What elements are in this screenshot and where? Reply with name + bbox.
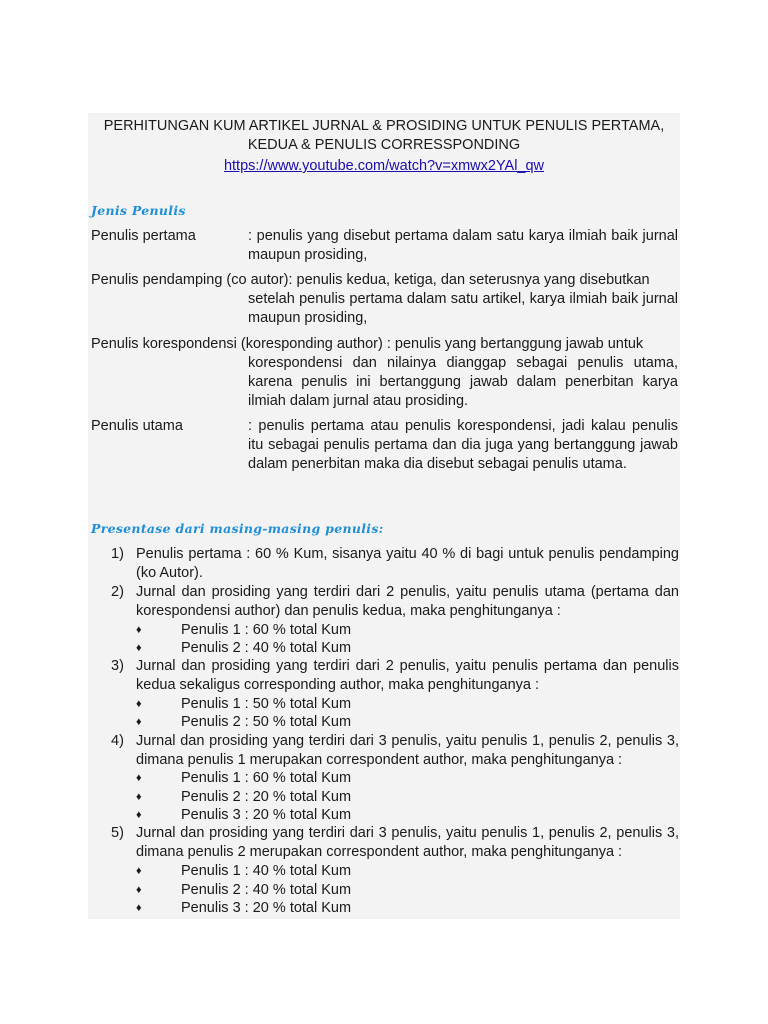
list-item <box>91 657 679 695</box>
list-item <box>91 824 679 862</box>
definition-term: Penulis utama <box>91 418 183 434</box>
definition-penulis-korespondensi <box>91 335 678 411</box>
sub-item-text: Penulis 1 : 40 % total Kum <box>181 863 352 879</box>
diamond-bullet-icon: ♦ <box>136 624 142 636</box>
definition-penulis-pendamping <box>91 271 678 328</box>
diamond-bullet-icon: ♦ <box>136 642 142 654</box>
sub-item <box>91 862 679 881</box>
diamond-bullet-icon: ♦ <box>136 698 142 710</box>
percentage-list <box>91 545 679 920</box>
sub-item <box>91 881 679 900</box>
diamond-bullet-icon: ♦ <box>136 902 142 914</box>
list-item <box>91 545 679 583</box>
sub-item <box>91 899 679 918</box>
diamond-bullet-icon: ♦ <box>136 884 142 896</box>
list-item-number: 4) <box>111 733 124 749</box>
list-item <box>91 732 679 770</box>
sub-item-text: Penulis 3 : 20 % total Kum <box>181 807 352 823</box>
youtube-link[interactable]: https://www.youtube.com/watch?v=xmwx2YAl_qw <box>223 158 545 174</box>
definition-description: setelah penulis pertama dalam satu artikel, karya ilmiah baik jurnal maupun prosiding, <box>248 291 678 326</box>
definition-description: korespondensi dan nilainya dianggap sebagai penulis utama, karena penulis ini bertanggung jawab dalam penerbitan karya ilmiah dalam jurnal atau prosiding. <box>248 355 678 409</box>
diamond-bullet-icon: ♦ <box>136 809 142 821</box>
sub-item-text: Penulis 1 : 60 % total Kum <box>181 622 352 638</box>
document-title-line-1: PERHITUNGAN KUM ARTIKEL JURNAL & PROSIDING UNTUK PENULIS PERTAMA, <box>103 118 665 134</box>
sub-item-text: Penulis 2 : 40 % total Kum <box>181 882 352 898</box>
section-heading-jenis-penulis: Jenis Penulis <box>91 203 186 218</box>
sub-item-text: Penulis 2 : 50 % total Kum <box>181 714 352 730</box>
diamond-bullet-icon: ♦ <box>136 772 142 784</box>
list-item-text: Jurnal dan prosiding yang terdiri dari 2 penulis, yaitu penulis pertama dan penulis kedua sekaligus corresponding author, maka penghitunganya : <box>136 658 679 693</box>
sub-item <box>91 769 679 788</box>
sub-item-text: Penulis 1 : 50 % total Kum <box>181 696 352 712</box>
definition-term: Penulis pertama <box>91 228 196 244</box>
list-item-number: 3) <box>111 658 124 674</box>
definition-penulis-pertama <box>91 227 678 265</box>
sub-item <box>91 713 679 732</box>
section-heading-presentase: Presentase dari masing-masing penulis: <box>91 521 384 536</box>
list-item-text: Jurnal dan prosiding yang terdiri dari 3 penulis, yaitu penulis 1, penulis 2, penulis 3, dimana penulis 1 merupakan correspondent author, maka penghitunganya : <box>136 733 679 768</box>
definition-description: : penulis yang disebut pertama dalam satu karya ilmiah baik jurnal maupun prosiding, <box>248 228 678 263</box>
definition-lead: Penulis pendamping (co autor): penulis kedua, ketiga, dan seterusnya yang disebutkan <box>91 272 650 288</box>
definition-lead: Penulis korespondensi (koresponding author) : penulis yang bertanggung jawab untuk <box>91 336 644 352</box>
diamond-bullet-icon: ♦ <box>136 791 142 803</box>
sub-item <box>91 788 679 807</box>
sub-item <box>91 639 679 658</box>
document-title-line-2: KEDUA & PENULIS CORRESSPONDING <box>247 137 521 153</box>
sub-item-text: Penulis 2 : 40 % total Kum <box>181 640 352 656</box>
sub-item-text: Penulis 3 : 20 % total Kum <box>181 900 352 916</box>
sub-item <box>91 621 679 640</box>
list-item-number: 5) <box>111 825 124 841</box>
diamond-bullet-icon: ♦ <box>136 716 142 728</box>
list-item-number: 1) <box>111 546 124 562</box>
list-item-text: Jurnal dan prosiding yang terdiri dari 2 penulis, yaitu penulis utama (pertama dan korespondensi author) dan penulis kedua, maka penghitunganya : <box>136 584 679 619</box>
definition-description: : penulis pertama atau penulis korespondensi, jadi kalau penulis itu sebagai penulis pertama dan dia juga yang bertanggung jawab dalam penerbitan maka dia disebut sebagai penulis utama. <box>248 418 678 472</box>
diamond-bullet-icon: ♦ <box>136 865 142 877</box>
list-item-text: Penulis pertama : 60 % Kum, sisanya yaitu 40 % di bagi untuk penulis pendamping (ko Autor). <box>136 546 679 581</box>
sub-item <box>91 695 679 714</box>
list-item <box>91 583 679 621</box>
sub-item-text: Penulis 2 : 20 % total Kum <box>181 789 352 805</box>
sub-item <box>91 806 679 825</box>
youtube-link-line <box>88 157 680 176</box>
definition-penulis-utama <box>91 417 678 493</box>
list-item-text: Jurnal dan prosiding yang terdiri dari 3 penulis, yaitu penulis 1, penulis 2, penulis 3, dimana penulis 2 merupakan correspondent author, maka penghitunganya : <box>136 825 679 860</box>
sub-item-text: Penulis 1 : 60 % total Kum <box>181 770 352 786</box>
list-item-number: 2) <box>111 584 124 600</box>
